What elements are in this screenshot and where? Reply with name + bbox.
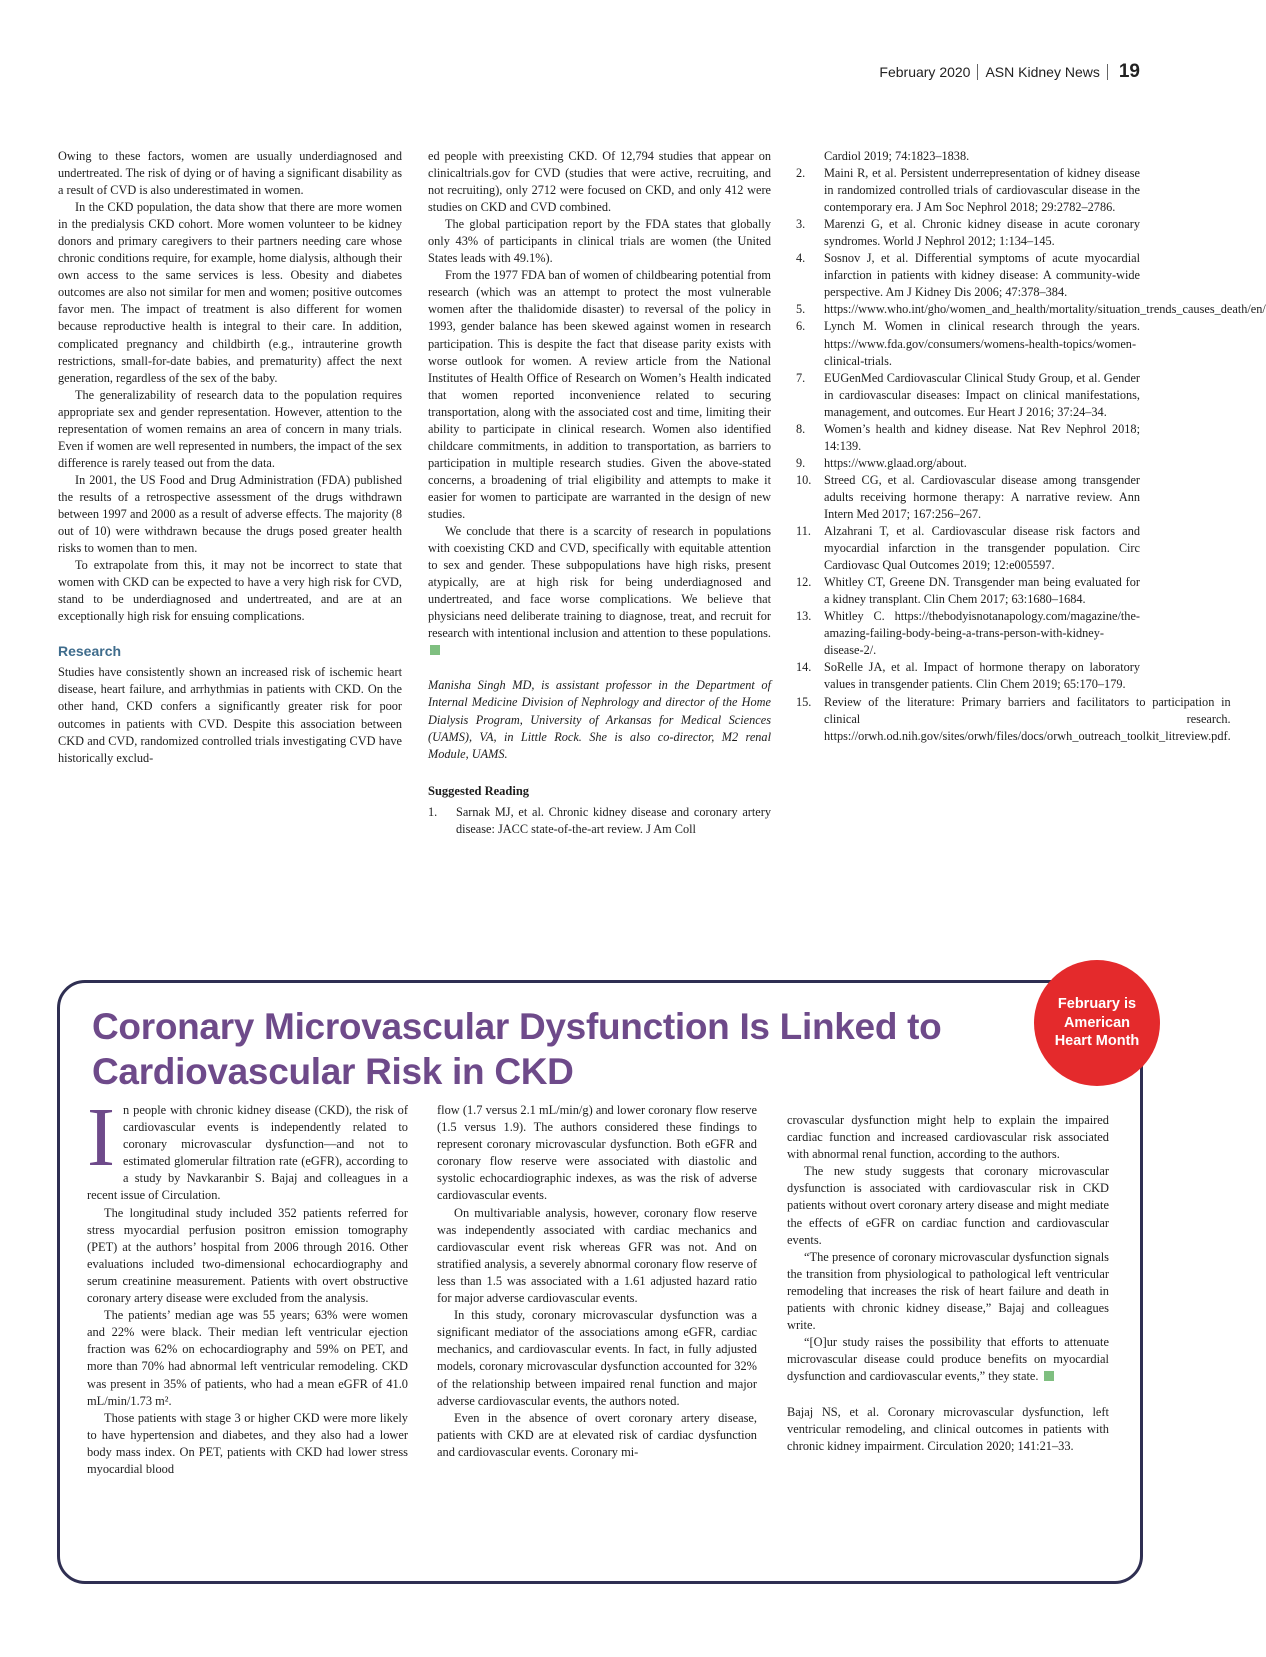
reference-item [796, 165, 1140, 216]
reference-item [796, 455, 1140, 472]
reference-list [428, 804, 771, 838]
paragraph: On multivariable analysis, however, coronary flow reserve was independently associated with cardiac mechanics and cardiovascular event risk whereas GFR was not. And on stratified analysis, a severely abnormal coronary flow reserve of less than 1.5 was associated with a 1.61 adjusted hazard ratio for major adverse cardiovascular events. [437, 1205, 757, 1306]
paragraph: Even in the absence of overt coronary artery disease, patients with CKD are at elevated risk of cardiac dysfunction and cardiovascular events. Coronary mi- [437, 1410, 757, 1459]
box-column-2 [437, 1102, 757, 1461]
paragraph-final [787, 1334, 1109, 1385]
reference-text: Sarnak MJ, et al. Chronic kidney disease and coronary artery disease: JACC state-of-the-art review. J Am Coll [456, 804, 771, 836]
end-mark-icon [430, 645, 440, 655]
reference-number: 6. [796, 319, 806, 334]
paragraph: The global participation report by the FDA states that globally only 43% of participants in clinical trials are women (the United States leads with 49.1%). [428, 217, 771, 266]
article-column-3 [796, 148, 1266, 745]
article-column-2 [428, 148, 771, 838]
reference-number: 7. [796, 370, 806, 385]
reference-text: EUGenMed Cardiovascular Clinical Study Group, et al. Gender in cardiovascular diseases: Impact on clinical manifestations, management, and outcomes. Eur Heart J 2016; 37:24–34. [824, 370, 1140, 419]
reference-list [796, 148, 1266, 745]
paragraph: From the 1977 FDA ban of women of childbearing potential from research (which was an attempt to protect the most vulnerable women after the thalidomide disaster) to reversal of the policy in 1993, gender balance has been skewed against women in research participation. This is despite the fact that disease parity exists with worse outlook for women. A review article from the National Institutes of Health Office of Research on Women’s Health indicated that women reported inconvenience related to securing transportation, along with the associated cost and time, limiting their ability to participate in clinical research. Women also identified childcare commitments, in addition to transportation, as barriers to participation in multiple research studies. Given the above-stated concerns, a broadening of trial eligibility and attempts to make it easier for women to participate are warranted in the design of new studies. [428, 268, 771, 521]
paragraph: “The presence of coronary microvascular dysfunction signals the transition from physiological to pathological left ventricular remodeling that increases the risk of heart failure and death in patients with chronic kidney disease,” Bajaj and colleagues write. [787, 1249, 1109, 1333]
paragraph: flow (1.7 versus 2.1 mL/min/g) and lower coronary flow reserve (1.5 versus 1.9). The authors considered these findings to represent coronary microvascular dysfunction. Both eGFR and coronary flow reserve were associated with diastolic and systolic echocardiographic indexes, as was the risk of adverse cardiovascular events. [437, 1103, 757, 1203]
reference-number: 8. [796, 421, 806, 436]
paragraph-text: We conclude that there is a scarcity of research in populations with coexisting CKD and CVD, specifically with equitable attention to sex and gender. These subpopulations have high risks, present atypically, are at high risk for being underdiagnosed and undertreated, and face worse complications. We believe that physicians need deliberate training to diagnose, treat, and recruit for research with intentional inclusion and attention to these populations. [428, 524, 771, 641]
reference-text: Marenzi G, et al. Chronic kidney disease in acute coronary syndromes. World J Nephrol 2012; 1:134–145. [824, 217, 1140, 249]
heart-month-badge: February is American Heart Month [1034, 960, 1160, 1086]
reference-item [796, 370, 1140, 421]
reference-item [796, 608, 1140, 659]
reference-number: 5. [796, 302, 806, 317]
article-title: Coronary Microvascular Dysfunction Is Linked to Cardiovascular Risk in CKD [92, 1006, 942, 1092]
reference-number: 9. [796, 455, 806, 470]
paragraph: crovascular dysfunction might help to explain the impaired cardiac function and increased cardiovascular risk associated with abnormal renal function, according to the authors. [787, 1113, 1109, 1162]
paragraph: To extrapolate from this, it may not be incorrect to state that women with CKD can be expected to have a very high risk for CVD, stand to be underdiagnosed and undertreated, and are at an exceptionally high risk for ensuing complications. [58, 558, 402, 624]
paragraph: The patients’ median age was 55 years; 63% were women and 22% were black. Their median left ventricular ejection fraction was 62% on echocardiography and 59% on PET, and more than 70% had abnormal left ventricular remodeling. CKD was present in 35% of patients, who had a mean eGFR of 41.0 mL/min/1.73 m². [87, 1308, 408, 1408]
reference-text: Review of the literature: Primary barriers and facilitators to participation in clinical research. https://orwh.od.nih.gov/sites/orwh/files/docs/orwh_outreach_toolkit_litreview.pdf. [824, 694, 1231, 743]
paragraph-final [428, 523, 771, 659]
paragraph: In this study, coronary microvascular dysfunction was a significant mediator of the associations among eGFR, cardiac mechanics, and cardiovascular events. In fact, in fully adjusted models, coronary microvascular dysfunction accounted for 32% of the relationship between impaired renal function and major adverse cardiovascular events, the authors noted. [437, 1308, 757, 1408]
reference-continuation [796, 148, 1140, 165]
paragraph-text: n people with chronic kidney disease (CKD), the risk of cardiovascular events is independently related to coronary microvascular dysfunction—and not to estimated glomerular filtration rate (eGFR), according to a study by Navkaranbir S. Bajaj and colleagues in a recent issue of Circulation. [87, 1103, 408, 1203]
reference-number: 11. [796, 524, 811, 539]
paragraph: The new study suggests that coronary microvascular dysfunction is associated with cardiovascular risk in CKD patients without overt coronary artery disease and might mediate the effects of eGFR on cardiac function and cardiovascular events. [787, 1164, 1109, 1247]
author-bio: Manisha Singh MD, is assistant professor in the Department of Internal Medicine Division of Nephrology and director of the Home Dialysis Program, University of Arkansas for Medical Sciences (UAMS), VA, in Little Rock. She is also co-director, M2 renal Module, UAMS. [428, 678, 771, 761]
reference-item [428, 804, 771, 838]
lead-paragraph [87, 1091, 408, 1205]
reference-item [796, 574, 1140, 608]
reference-number: 10. [796, 472, 812, 487]
reference-item [796, 659, 1140, 693]
reference-item [796, 694, 1231, 745]
reference-text: Lynch M. Women in clinical research through the years. https://www.fda.gov/consumers/womens-health-topics/women-clinical-trials. [824, 319, 1140, 368]
reference-number: 12. [796, 575, 812, 590]
article-column-1 [58, 148, 402, 767]
reference-number: 2. [796, 166, 806, 181]
header-divider [977, 64, 978, 80]
reference-number: 15. [796, 694, 812, 709]
paragraph: The generalizability of research data to the population requires appropriate sex and gender representation. However, attention to the representation of women remains an area of concern in many trials. Even if women are well represented in numbers, the impact of the sex difference is rarely teased out from the data. [58, 387, 402, 470]
drop-cap: I [87, 1091, 115, 1184]
reference-text: Women’s health and kidney disease. Nat Rev Nephrol 2018; 14:139. [824, 421, 1140, 453]
paragraph-text: “[O]ur study raises the possibility that efforts to attenuate microvascular disease could produce benefits on myocardial dysfunction and cardiovascular events,” they state. [787, 1335, 1109, 1384]
reference-text: https://www.glaad.org/about. [824, 455, 967, 470]
reference-number: 14. [796, 660, 812, 675]
box-column-3 [787, 1112, 1109, 1455]
reference-text: Whitley C. https://thebodyisnotanapology.com/magazine/the-amazing-failing-body-being-a-trans-person-with-kidney-disease-2/. [824, 609, 1140, 658]
reference-number: 3. [796, 217, 806, 232]
reference-text: Maini R, et al. Persistent underrepresentation of kidney disease in randomized controlled trials of cardiovascular disease in the contemporary era. J Am Soc Nephrol 2018; 29:2782–2786. [824, 166, 1140, 215]
reference-item [796, 318, 1140, 369]
end-mark-icon [1044, 1371, 1054, 1381]
reference-item [796, 301, 1266, 318]
reference-text: Cardiol 2019; 74:1823–1838. [824, 149, 970, 163]
paragraph: Studies have consistently shown an increased risk of ischemic heart disease, heart failure, and arrhythmias in patients with CKD. On the other hand, CKD confers a significantly greater risk for poor outcomes in patients with CVD. Despite this association between CKD and CVD, randomized controlled trials investigating CVD have historically exclud- [58, 665, 402, 765]
reference-number: 1. [428, 804, 438, 819]
paragraph: In 2001, the US Food and Drug Administration (FDA) published the results of a retrospective assessment of the drugs withdrawn between 1997 and 2000 as a result of adverse effects. The majority (8 out of 10) were withdrawn because the drugs posed greater health risks to women than to men. [58, 472, 402, 556]
publication-name: ASN Kidney News [985, 64, 1100, 80]
reference-item [796, 250, 1140, 301]
box-column-1 [87, 1091, 408, 1478]
suggested-reading-heading: Suggested Reading [428, 783, 530, 798]
reference-text: Whitley CT, Greene DN. Transgender man being evaluated for a kidney transplant. Clin Chem 2017; 63:1680–1684. [824, 575, 1140, 607]
page-number: 19 [1118, 61, 1140, 82]
reference-number: 4. [796, 251, 806, 266]
reference-text: https://www.who.int/gho/women_and_health/mortality/situation_trends_causes_death/en/ [824, 302, 1266, 317]
reference-text: Streed CG, et al. Cardiovascular disease among transgender adults receiving hormone therapy: A narrative review. Ann Intern Med 2017; 167:256–267. [824, 472, 1140, 521]
header-divider [1107, 64, 1108, 80]
reference-item [796, 523, 1140, 574]
running-header [879, 60, 1140, 84]
paragraph: Those patients with stage 3 or higher CKD were more likely to have hypertension and diabetes, and they also had a lower body mass index. On PET, patients with CKD had lower stress myocardial blood [87, 1410, 408, 1476]
reference-item [796, 216, 1140, 250]
reference-item [796, 472, 1140, 523]
reference-number: 13. [796, 609, 812, 624]
citation: Bajaj NS, et al. Coronary microvascular dysfunction, left ventricular remodeling, and clinical outcomes in patients with chronic kidney impairment. Circulation 2020; 141:21–33. [787, 1404, 1109, 1453]
reference-text: SoRelle JA, et al. Impact of hormone therapy on laboratory values in transgender patients. Clin Chem 2019; 65:170–179. [824, 660, 1140, 692]
reference-text: Alzahrani T, et al. Cardiovascular disease risk factors and myocardial infarction in the transgender population. Circ Cardiovasc Qual Outcomes 2019; 12:e005597. [824, 524, 1140, 573]
paragraph: ed people with preexisting CKD. Of 12,794 studies that appear on clinicaltrials.gov for CVD (studies that were active, recruiting, and not recruiting), only 2712 were focused on CKD, and only 412 were studies on CKD and CVD combined. [428, 149, 771, 215]
paragraph: Owing to these factors, women are usually underdiagnosed and undertreated. The risk of dying or of having a significant disability as a result of CVD is also underestimated in women. [58, 149, 402, 198]
issue-date: February 2020 [879, 64, 971, 80]
reference-text: Sosnov J, et al. Differential symptoms of acute myocardial infarction in patients with kidney disease: A community-wide perspective. Am J Kidney Dis 2006; 47:378–384. [824, 251, 1140, 300]
paragraph: In the CKD population, the data show that there are more women in the predialysis CKD cohort. More women volunteer to be kidney donors and primary caregivers to their partners needing care whose chronic conditions require, for example, home dialysis, although their own access to the same services is less. Obesity and diabetes outcomes are also not similar for men and women; positive outcomes favor men. The impact of treatment is also different for women because reproductive health is integral to their care. In addition, complicated pregnancy and childbirth (e.g., intrauterine growth restrictions, small-for-date babies, and prematurity) affect the next generation, regardless of the sex of the baby. [58, 200, 402, 385]
section-heading-research: Research [58, 643, 122, 660]
reference-item [796, 421, 1140, 455]
paragraph: The longitudinal study included 352 patients referred for stress myocardial perfusion positron emission tomography (PET) at the authors’ hospital from 2006 through 2016. Other evaluations included two-dimensional echocardiography and serum creatinine measurement. Patients with overt obstructive coronary artery disease were excluded from the analysis. [87, 1205, 408, 1306]
